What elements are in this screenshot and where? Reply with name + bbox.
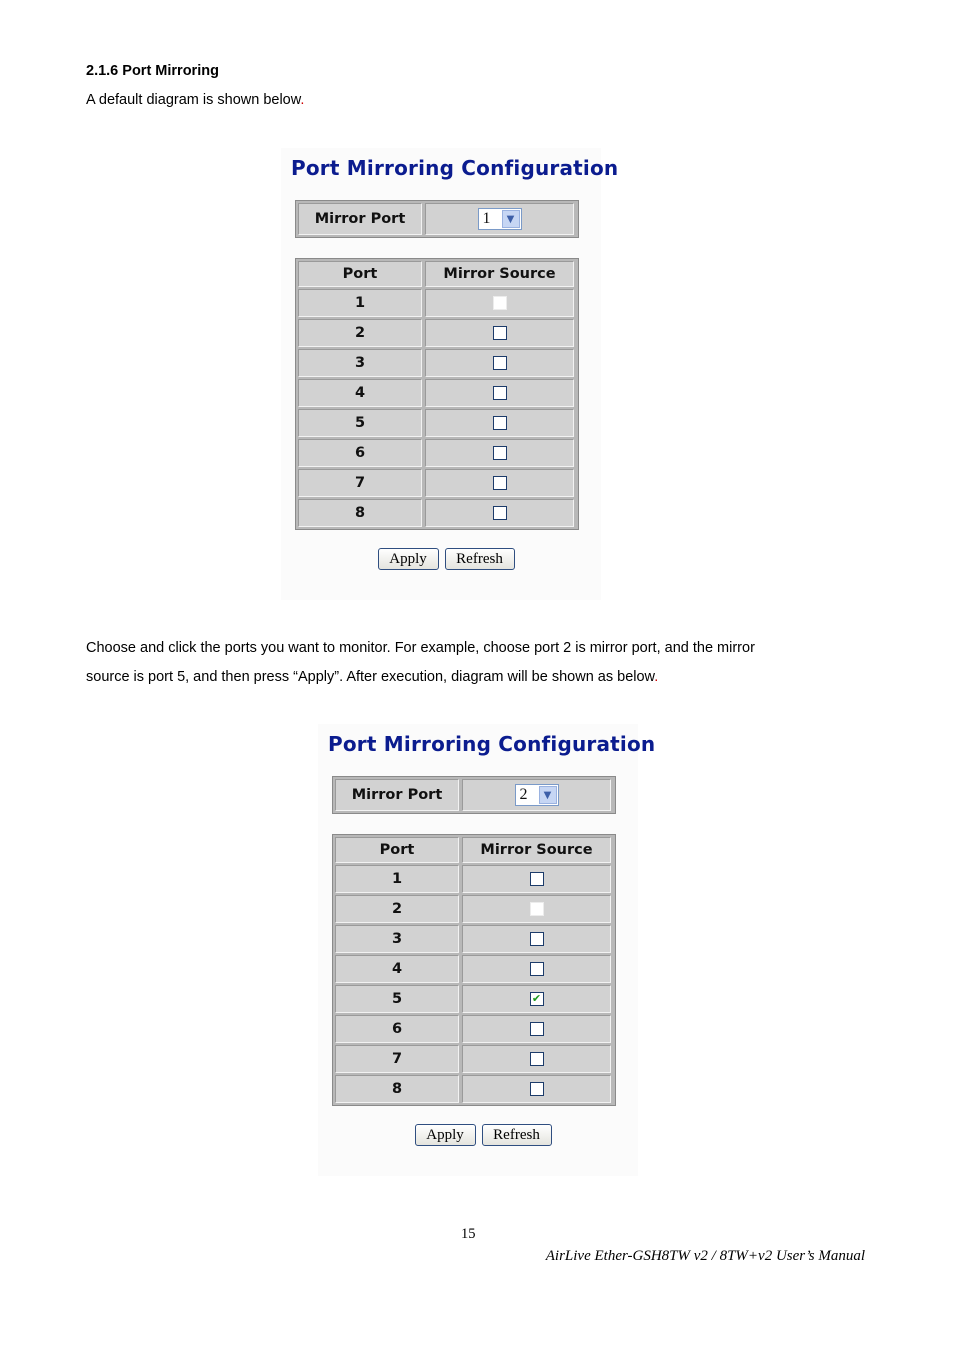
mirror-source-cell xyxy=(462,865,611,893)
mirror-source-cell xyxy=(462,895,611,923)
mirror-source-checkbox[interactable] xyxy=(530,1082,544,1096)
mirror-source-checkbox[interactable] xyxy=(530,992,544,1006)
mirror-source-cell xyxy=(425,319,574,347)
footer-manual-title: AirLive Ether-GSH8TW v2 / 8TW+v2 User’s Manual xyxy=(545,1248,865,1264)
mirror-port-select[interactable] xyxy=(478,208,522,230)
chevron-down-icon[interactable]: ▼ xyxy=(502,210,520,228)
port-number: 5 xyxy=(335,985,459,1013)
panel-title: Port Mirroring Configuration xyxy=(291,156,619,180)
page-number: 15 xyxy=(461,1226,476,1242)
mirror-source-cell xyxy=(462,1075,611,1103)
mirror-source-checkbox[interactable] xyxy=(530,962,544,976)
port-number: 4 xyxy=(335,955,459,983)
mirror-source-checkbox[interactable] xyxy=(493,416,507,430)
instruction-text xyxy=(86,634,856,692)
table-row xyxy=(298,499,576,527)
table-row xyxy=(335,1015,613,1043)
refresh-button[interactable]: Refresh xyxy=(482,1124,552,1146)
port-number: 7 xyxy=(335,1045,459,1073)
apply-button[interactable]: Apply xyxy=(378,548,439,570)
col-mirror-source-header: Mirror Source xyxy=(425,261,574,287)
mirror-source-checkbox[interactable] xyxy=(530,1052,544,1066)
mirror-source-checkbox[interactable] xyxy=(493,356,507,370)
mirror-port-value: 2 xyxy=(519,786,528,803)
mirror-port-select[interactable] xyxy=(515,784,559,806)
mirror-port-table xyxy=(332,776,616,814)
table-row xyxy=(298,469,576,497)
port-number: 2 xyxy=(298,319,422,347)
mirror-source-cell xyxy=(425,349,574,377)
port-number: 6 xyxy=(335,1015,459,1043)
port-mirroring-panel-default xyxy=(281,148,619,600)
port-mirroring-panel-example xyxy=(318,724,656,1176)
mirror-source-cell xyxy=(462,925,611,953)
mirror-source-checkbox[interactable] xyxy=(493,446,507,460)
table-row xyxy=(335,955,613,983)
table-rows xyxy=(335,865,613,1103)
table-row xyxy=(298,319,576,347)
table-header xyxy=(335,837,613,863)
table-row xyxy=(335,1045,613,1073)
table-row xyxy=(335,925,613,953)
port-number: 7 xyxy=(298,469,422,497)
col-mirror-source-header: Mirror Source xyxy=(462,837,611,863)
table-row xyxy=(298,379,576,407)
instruction-line-1: Choose and click the ports you want to monitor. For example, choose port 2 is mirror port, and the mirror xyxy=(86,640,755,656)
mirror-port-value: 1 xyxy=(482,210,491,227)
port-number: 6 xyxy=(298,439,422,467)
mirror-source-cell xyxy=(462,1045,611,1073)
mirror-source-checkbox[interactable] xyxy=(530,932,544,946)
mirror-port-label: Mirror Port xyxy=(298,203,422,235)
mirror-source-cell xyxy=(462,1015,611,1043)
table-rows xyxy=(298,289,576,527)
mirror-port-table xyxy=(295,200,579,238)
table-row xyxy=(335,985,613,1013)
refresh-button[interactable]: Refresh xyxy=(445,548,515,570)
mirror-source-checkbox[interactable] xyxy=(530,872,544,886)
table-row xyxy=(298,289,576,317)
mirror-source-cell xyxy=(425,499,574,527)
mirror-port-cell xyxy=(462,779,611,811)
mirror-port-row xyxy=(335,779,613,811)
mirror-source-checkbox[interactable] xyxy=(493,386,507,400)
mirror-source-checkbox[interactable] xyxy=(493,326,507,340)
mirror-source-cell xyxy=(462,985,611,1013)
mirror-source-checkbox[interactable] xyxy=(493,476,507,490)
mirror-source-checkbox[interactable] xyxy=(530,1022,544,1036)
table-row xyxy=(298,349,576,377)
table-header xyxy=(298,261,576,287)
table-row xyxy=(335,865,613,893)
port-number: 2 xyxy=(335,895,459,923)
port-number: 8 xyxy=(298,499,422,527)
port-number: 1 xyxy=(298,289,422,317)
mirror-source-cell xyxy=(462,955,611,983)
table-row xyxy=(335,895,613,923)
mirror-source-cell xyxy=(425,379,574,407)
chevron-down-icon[interactable]: ▼ xyxy=(539,786,557,804)
port-number: 3 xyxy=(335,925,459,953)
port-number: 4 xyxy=(298,379,422,407)
mirror-source-checkbox xyxy=(493,296,507,310)
button-bar xyxy=(281,548,601,570)
checkmark-icon: ✔ xyxy=(531,992,542,1005)
table-row xyxy=(298,409,576,437)
mirror-source-checkbox xyxy=(530,902,544,916)
mirror-source-cell xyxy=(425,409,574,437)
mirror-port-row xyxy=(298,203,576,235)
port-number: 8 xyxy=(335,1075,459,1103)
apply-button[interactable]: Apply xyxy=(415,1124,476,1146)
mirror-source-cell xyxy=(425,439,574,467)
table-row xyxy=(298,439,576,467)
port-number: 3 xyxy=(298,349,422,377)
mirror-port-label: Mirror Port xyxy=(335,779,459,811)
intro-text: A default diagram is shown below. xyxy=(86,92,305,108)
port-number: 1 xyxy=(335,865,459,893)
mirror-source-table xyxy=(295,258,579,530)
col-port-header: Port xyxy=(298,261,422,287)
col-port-header: Port xyxy=(335,837,459,863)
mirror-source-table xyxy=(332,834,616,1106)
button-bar xyxy=(318,1124,638,1146)
mirror-port-cell xyxy=(425,203,574,235)
mirror-source-cell xyxy=(425,289,574,317)
mirror-source-cell xyxy=(425,469,574,497)
section-heading: 2.1.6 Port Mirroring xyxy=(86,63,219,79)
instruction-line-2: source is port 5, and then press “Apply”. After execution, diagram will be shown as below. xyxy=(86,669,659,685)
port-number: 5 xyxy=(298,409,422,437)
panel-title: Port Mirroring Configuration xyxy=(328,732,656,756)
mirror-source-checkbox[interactable] xyxy=(493,506,507,520)
table-row xyxy=(335,1075,613,1103)
